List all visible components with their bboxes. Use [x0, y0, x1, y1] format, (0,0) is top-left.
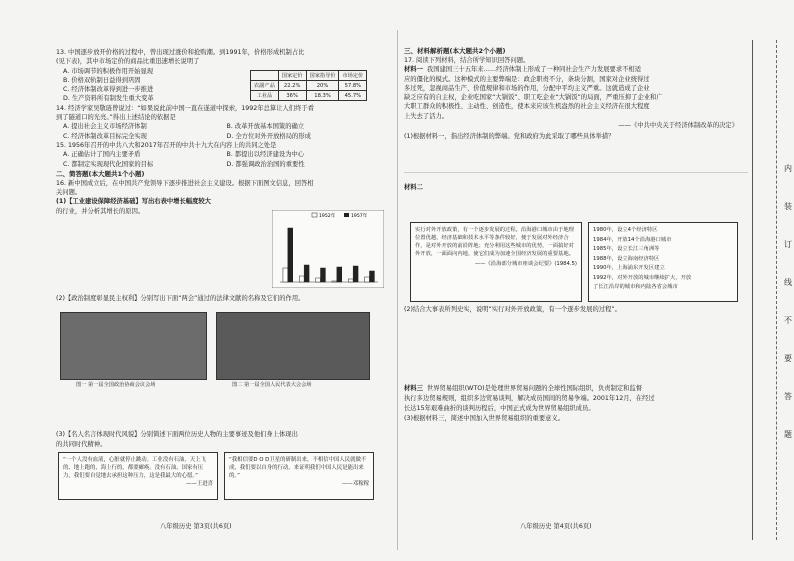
q13-option-c: C. 经济体制改革得到进一步推进: [63, 86, 154, 94]
legend-swatch-1952: [312, 213, 317, 217]
timeline-item: 了长江沿岸的城市和内陆各省会城市: [593, 284, 678, 290]
quote-box-2: [224, 452, 374, 500]
table-header-cell: 市场定价: [339, 71, 367, 81]
q14-option-d: D. 全方位对外开放格局的形成: [226, 132, 311, 140]
timeline-item: 1980年，设立4个经济特区: [593, 227, 658, 233]
section-2-title: 二、简答题(本大题共1个小题): [56, 169, 145, 178]
material-1-source: ——《中共中央关于经济体制改革的决定》: [618, 122, 738, 130]
material-1-text: 我国建国三十五年来……经济体制上形成了一种同社会生产力发展要求不相适: [426, 66, 641, 74]
material-1-line5: 大职工群众的积极性、主动性、创造性，使本来应该生机盎然的社会主义经济在很大程度: [404, 103, 650, 111]
q16-stem-line2: 关问题。: [56, 189, 82, 197]
q14-options-row1: [56, 122, 390, 131]
timeline-item: 1985年，设立长江三角洲等: [593, 246, 660, 252]
table-header-cell: 国家指导价: [306, 71, 339, 81]
q16-sub2: (2)【政治制度彰显民主权利】分别写出下面“两会”通过的法律文献的名称及它们的作用。: [56, 295, 305, 302]
binding-char: 装: [784, 202, 792, 211]
material-1-line6: 上失去了活力。: [404, 112, 449, 120]
table-cell: 工业品: [251, 91, 279, 101]
binding-line: [752, 40, 753, 540]
photo-first-cppcc-hall: [60, 312, 207, 380]
binding-strip: [748, 40, 794, 540]
bar-1952-1: [299, 276, 304, 282]
binding-char: 不: [784, 316, 792, 325]
material-1-line4: 缺乏应有的自主权，企业吃国家“大锅饭”、职工吃企业“大锅饭”的局面，严重压抑了企业和广: [404, 94, 663, 102]
legend-label-1952: 1952年: [319, 214, 336, 219]
material-3-label: 材料三: [404, 385, 423, 392]
table-header-row: [251, 71, 367, 81]
quote-1-author: ——王进喜: [186, 481, 213, 487]
bar-1957-2: [321, 268, 326, 282]
timeline-box: [588, 222, 738, 302]
binding-dashed-line: [776, 40, 778, 540]
quote-2-text: “我相信要D O D卫星的研制出来，不相信中国人民就做不成，我们要以自身的行动，来证明我们中国人民是能出来的。”: [229, 457, 367, 479]
q17-sub1: (1)根据材料一，指出经济体制的弊端。党和政府为此采取了哪些具体举措？: [404, 133, 615, 141]
binding-char: 答: [784, 392, 792, 401]
timeline-item: 1990年，上海浦东开发区建立: [593, 265, 665, 271]
binding-notice: [784, 150, 794, 454]
material-3-line3: 长达15年艰难曲折的谈判历程后，中国正式成为世界贸易组织成员。: [404, 405, 595, 412]
q14-option-c: C. 经济体制改革目标完全实现: [63, 132, 147, 140]
binding-char: 内: [784, 164, 792, 173]
bar-1957-5: [370, 271, 375, 282]
bar-1952-4: [348, 279, 353, 282]
table-row: [251, 91, 367, 101]
material-2-quote-box: [410, 222, 582, 302]
q13-stem-line1: 13. 中国逐步放开价格的过程中，曾出现过涨价和抢购潮。到1991年，价格形成机制占比: [56, 49, 305, 56]
industry-growth-chart: [272, 210, 384, 288]
bar-1952-0: [283, 268, 288, 282]
material-2-text: 实行对外开放政策，有一个逐步发展的过程。沿海港口城市由于地理位置优越，经济基础和技术水平等条件较好，便于发展对外经济合作，是对外开放的前沿阵地；充分利用这些城市的优势，一面搞好对外开放，一面面向内地，使它们成为加速全国经济发展的重要基地。: [415, 227, 574, 257]
legend-swatch-1957: [344, 213, 349, 217]
table-row: [251, 81, 367, 91]
quote-1-text: “一个人没有血液，心脏就停止跳动。工业没有石油，天上飞的、地上跑的，海上行的，都要瘫痪。没有石油，国家有压力，我们要自觉地去承担这种压力，这是我最大的心愿。”: [63, 457, 206, 479]
footer-page-4: 八年级历史 第4页(共6页): [520, 523, 592, 530]
table-header-cell: 国家定价: [278, 71, 306, 81]
timeline-item: 1984年，开放14个沿海港口城市: [593, 236, 672, 243]
q13-option-d: D. 生产资料所有制发生重大变革: [63, 95, 154, 103]
legend-label-1957: 1957年: [351, 214, 368, 219]
table-cell: 18.3%: [306, 91, 339, 101]
caption-figure-1: 图一 第一届全国政治协商会议会场: [76, 382, 156, 388]
table-cell: 57.8%: [339, 81, 367, 91]
bar-1957-1: [304, 265, 309, 282]
q17-stem: 17. 阅读下列材料，结合所学知识回答问题。: [404, 57, 530, 64]
q14-option-b: B. 改革开放基本国策的确立: [226, 123, 305, 131]
q15-option-b: B. 都提出以经济建设为中心: [226, 151, 305, 159]
material-3-line2: 执行多边贸易规则，组织多边贸易谈判，解决成员国间的贸易争端。2001年12月，在经过: [404, 395, 655, 402]
q15-option-d: D. 都强调政治治国的重要性: [226, 160, 305, 168]
q15-options-row1: [56, 150, 390, 159]
photo-first-npc-hall: [216, 312, 370, 380]
material-1-line2: 应的僵化的模式。这种模式的主要弊端是：政企职责不分，条块分割，国家对企业统得过: [404, 75, 650, 83]
q14-options-row2: [56, 132, 390, 141]
material-2-source: ——《沿海部分城市座谈会纪要》(1984.5): [474, 261, 577, 267]
bar-1952-2: [316, 278, 321, 282]
q17-sub3: (3)根据材料三，简述中国加入世界贸易组织的重要意义。: [404, 415, 565, 422]
q14-option-a: A. 提出社会主义市场经济体制: [63, 123, 147, 131]
bar-1952-5: [365, 277, 370, 282]
q16-sub1-line1: (1)【工业建设保障经济基础】写出右表中增长幅度较大: [56, 198, 211, 206]
q13-option-a: A. 市场调节的积极作用开始显现: [63, 67, 154, 75]
q13-stem-line2: (见下表)，其中市场定价的商品比重迅速增长说明了: [56, 58, 200, 66]
q16-sub3-line1: (3)【名人名言体现时代风貌】分别简述下面两位历史人物的主要事迹及他们身上体现出: [56, 431, 298, 438]
answer-line: [404, 160, 748, 173]
timeline-item: 1992年，对外开放的城市继续扩大，开放: [593, 274, 692, 281]
q14-stem-line1: 14. 经济学家吴敬琏曾说过：“如果说此前中国一直在遂道中探索，1992年总算让人们终于看: [56, 104, 314, 112]
quote-2-author: ——邓稼稼: [342, 481, 369, 487]
table-cell: 45.7%: [339, 91, 367, 101]
q16-sub3-line2: 的共同时代精神。: [56, 441, 107, 448]
q14-stem-line2: 到了隧道口的光亮。”得出上述结论的依据是: [56, 114, 176, 122]
binding-char: 订: [784, 240, 792, 249]
caption-figure-2: 图二 第一届全国人民代表大会会场: [232, 382, 312, 388]
table-cell: 36%: [278, 91, 306, 101]
table-cell: 22.2%: [278, 81, 306, 91]
q15-option-c: C. 都制定实现现代化国家的目标: [63, 160, 154, 168]
material-3-line1: [404, 384, 642, 393]
q16-stem-line1: 16. 新中国成立后，在中国共产党领导下逐步推进社会主义建设。根据下面图文信息，回答相: [56, 179, 314, 187]
material-1-line3: 多过死，忽视商品生产、价值规律和市场的作用，分配中平均主义严重。这就造成了企业: [404, 84, 650, 92]
q15-stem: 15. 1956年召开的中共八大和2017年召开的中共十九大在内容上的共同之处是: [56, 141, 277, 149]
bar-1957-4: [353, 266, 358, 282]
bar-1952-3: [332, 281, 337, 282]
table-header-cell: [251, 71, 279, 81]
material-1-label: 材料一: [404, 66, 423, 74]
q15-option-a: A. 正确估计了国内主要矛盾: [63, 151, 141, 159]
material-1-line1: [404, 65, 748, 74]
table-cell: 20%: [306, 81, 339, 91]
footer-page-3: 八年级历史 第3页(共6页): [160, 523, 232, 530]
timeline-item: 1988年，设立海南经济特区: [593, 255, 660, 262]
binding-char: 线: [784, 278, 792, 287]
material-3-text: 世界贸易组织(WTO)是处理世界贸易问题的全球性国际组织，负责制定和监督: [426, 385, 643, 392]
material-2-label: 材料二: [404, 183, 423, 191]
quote-box-1: [58, 452, 218, 500]
q13-price-table: [250, 70, 367, 101]
binding-char: 题: [784, 430, 792, 439]
bar-1957-3: [337, 267, 342, 282]
q13-option-b: B. 价格双轨制日益得到巩固: [63, 76, 141, 84]
q17-sub2: (2)结合大事表所列史实，说明“实行对外开放政策，有一个逐步发展的过程”。: [404, 306, 621, 313]
table-cell: 农副产品: [251, 81, 279, 91]
q15-options-row2: [56, 160, 390, 169]
bar-1957-0: [288, 228, 293, 282]
section-3-title: 三、材料解析题(本大题共2个小题): [404, 47, 506, 55]
q16-sub1-line2: 的行业，并分析其增长的原因。: [56, 207, 145, 215]
binding-char: 要: [784, 354, 792, 363]
